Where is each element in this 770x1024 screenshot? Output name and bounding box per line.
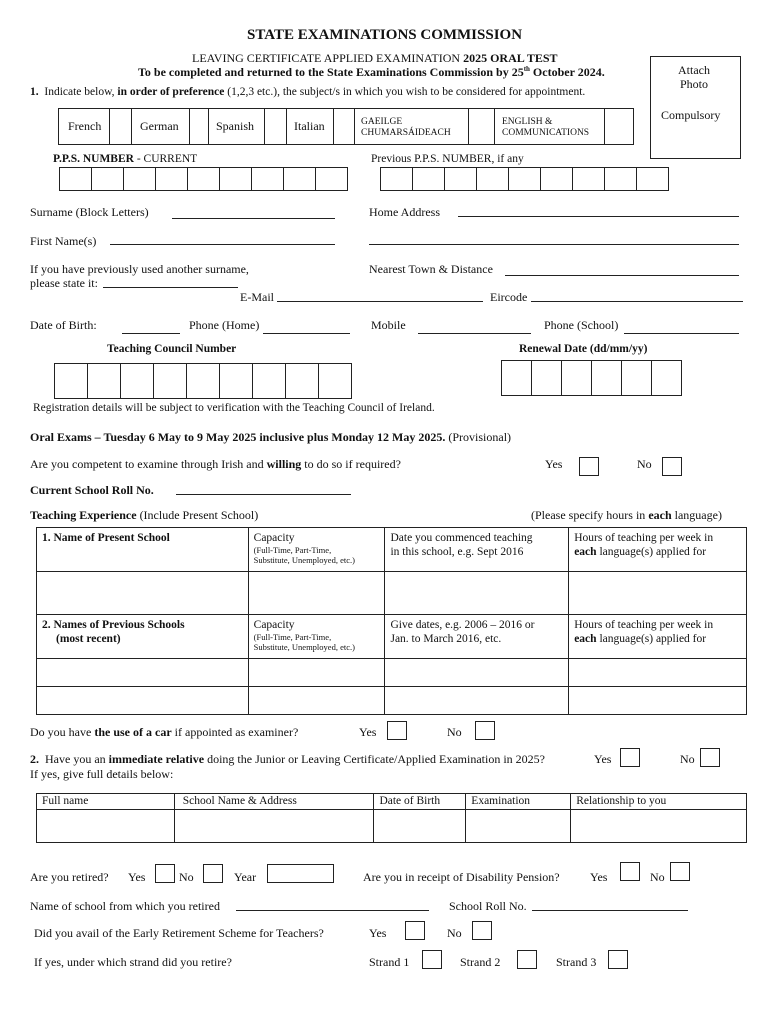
phone-home-input-line[interactable]	[263, 333, 350, 334]
irish-yes-label: Yes	[545, 457, 563, 471]
relative-yes-label: Yes	[594, 752, 612, 766]
table-row	[37, 572, 747, 615]
pps-digit-box[interactable]	[155, 167, 188, 191]
strand-1-label: Strand 1	[369, 955, 410, 969]
relative-name-cell[interactable]	[37, 810, 175, 843]
subject-gaeilge-rank-box[interactable]	[468, 108, 495, 145]
table-row	[37, 687, 747, 715]
pps-digit-box[interactable]	[91, 167, 124, 191]
table-row	[37, 794, 747, 810]
photo-label-attach: Attach	[678, 63, 710, 77]
photo-box[interactable]	[650, 56, 741, 159]
subject-french-rank-box[interactable]	[109, 108, 132, 145]
pps-current-label	[53, 153, 197, 165]
pps-digit-box[interactable]	[315, 167, 348, 191]
col-capacity-header-2	[248, 615, 385, 659]
pps-digit-box[interactable]	[219, 167, 252, 191]
eircode-input-line[interactable]	[531, 301, 743, 302]
pps-label-bold: P.P.S. NUMBER	[53, 153, 134, 165]
hint-text: (Please specify hours in	[531, 508, 649, 522]
hours-1: Hours of teaching per week in	[574, 532, 714, 544]
capacity-label: Capacity	[253, 532, 295, 544]
pps-previous-boxes[interactable]	[381, 167, 669, 191]
previous-schools-2: (most recent)	[56, 633, 121, 645]
previous-surname-label-2: please state it:	[30, 276, 98, 290]
hours-2	[574, 545, 741, 559]
subject-english-label-cell	[494, 108, 605, 145]
phone-home-label: Phone (Home)	[189, 318, 260, 332]
strand-2-checkbox[interactable]	[517, 950, 537, 969]
relative-dob-cell[interactable]	[374, 810, 466, 843]
deadline-sup: th	[523, 65, 530, 73]
tc-digit-box[interactable]	[219, 363, 253, 399]
q2-number: 2.	[30, 752, 39, 766]
retired-roll-label: School Roll No.	[449, 899, 527, 913]
col-school-address: School Name & Address	[174, 794, 374, 810]
subject-gaeilge-label-cell	[354, 108, 469, 145]
table-row	[37, 659, 747, 687]
q1-text-bold: in order of preference	[117, 86, 225, 98]
col-hours-header	[569, 528, 747, 572]
irish-no-checkbox[interactable]	[662, 457, 682, 476]
pps-prev-digit-box[interactable]	[540, 167, 573, 191]
mobile-label: Mobile	[371, 318, 406, 332]
prev-school-cell[interactable]	[37, 687, 249, 715]
surname-input-line[interactable]	[172, 218, 335, 219]
q1-text-end: (1,2,3 etc.), the subject/s in which you wish to be considered for appointment.	[224, 86, 586, 98]
oral-exam-dates	[30, 430, 511, 445]
date-commenced-2: in this school, e.g. Sept 2016	[390, 546, 524, 558]
irish-q-text: Are you competent to examine through Irish and	[30, 457, 267, 471]
phone-school-label: Phone (School)	[544, 318, 619, 332]
form-title: STATE EXAMINATIONS COMMISSION	[247, 27, 523, 43]
tc-digit-box[interactable]	[285, 363, 319, 399]
strand-1-checkbox[interactable]	[422, 950, 442, 969]
pps-digit-box[interactable]	[251, 167, 284, 191]
subject-gaeilge: GAEILGE CHUMARSÁIDEACH	[361, 117, 451, 138]
hours-1b: Hours of teaching per week in	[574, 619, 714, 631]
question-2	[30, 752, 545, 767]
prev-capacity-cell[interactable]	[248, 659, 385, 687]
relative-exam-cell[interactable]	[466, 810, 571, 843]
photo-label-compulsory: Compulsory	[661, 108, 721, 122]
col-relationship: Relationship to you	[571, 794, 747, 810]
nearest-town-label: Nearest Town & Distance	[369, 262, 493, 276]
subtitle-text: LEAVING CERTIFICATE APPLIED EXAMINATION	[192, 51, 464, 65]
current-roll-label: Current School Roll No.	[30, 483, 154, 497]
car-yes-checkbox[interactable]	[387, 721, 407, 740]
capacity-note-2: Substitute, Unemployed, etc.)	[253, 555, 355, 565]
disability-yes-checkbox[interactable]	[620, 862, 640, 881]
retired-no-checkbox[interactable]	[203, 864, 223, 883]
photo-label-photo: Photo	[680, 77, 709, 91]
renewal-date-boxes[interactable]	[502, 360, 682, 396]
nearest-town-input-line[interactable]	[505, 275, 739, 276]
present-school-cell[interactable]	[37, 572, 249, 615]
car-q-end: if appointed as examiner?	[171, 725, 299, 739]
col-dates-prev-header	[385, 615, 569, 659]
oral-dates-tail: (Provisional)	[445, 430, 512, 444]
pps-prev-digit-box[interactable]	[572, 167, 605, 191]
tc-digit-box[interactable]	[153, 363, 187, 399]
relative-school-cell[interactable]	[174, 810, 374, 843]
pps-digit-box[interactable]	[123, 167, 156, 191]
tc-digit-box[interactable]	[252, 363, 286, 399]
pps-digit-box[interactable]	[59, 167, 92, 191]
col-full-name: Full name	[37, 794, 175, 810]
table-row	[37, 615, 747, 659]
hours-bold: each	[574, 546, 597, 558]
renewal-digit-box[interactable]	[621, 360, 652, 396]
q2-text-end: doing the Junior or Leaving Certificate/Applied Examination in 2025?	[204, 752, 545, 766]
prev-date-cell[interactable]	[385, 687, 569, 715]
col-present-school-header: 1. Name of Present School	[37, 528, 249, 572]
subject-english: ENGLISH & COMMUNICATIONS	[502, 117, 590, 138]
prev-school-cell[interactable]	[37, 659, 249, 687]
retired-school-input-line[interactable]	[236, 910, 429, 911]
car-question	[30, 725, 298, 740]
subject-italian-label-cell	[286, 108, 334, 145]
car-yes-label: Yes	[359, 725, 377, 739]
retired-yes-label: Yes	[128, 870, 146, 884]
registration-note: Registration details will be subject to verification with the Teaching Council of Ireland.	[33, 402, 435, 414]
car-q-text: Do you have	[30, 725, 95, 739]
return-deadline	[138, 65, 605, 80]
relative-relationship-cell[interactable]	[571, 810, 747, 843]
deadline-text: To be completed and returned to the State Examinations Commission by 25	[138, 65, 524, 79]
pps-prev-digit-box[interactable]	[508, 167, 541, 191]
car-no-label: No	[447, 725, 462, 739]
hours-tail: language(s) applied for	[596, 546, 707, 558]
retired-year-label: Year	[234, 870, 257, 884]
col-previous-schools-header	[37, 615, 249, 659]
pps-label-tail: - CURRENT	[133, 153, 198, 165]
current-roll-input-line[interactable]	[176, 494, 351, 495]
teaching-experience-table	[36, 527, 747, 715]
early-yes-checkbox[interactable]	[405, 921, 425, 940]
tc-digit-box[interactable]	[186, 363, 220, 399]
mobile-input-line[interactable]	[418, 333, 531, 334]
renewal-digit-box[interactable]	[651, 360, 682, 396]
pps-current-boxes[interactable]	[60, 167, 348, 191]
home-address-label: Home Address	[369, 205, 440, 219]
retired-yes-checkbox[interactable]	[155, 864, 175, 883]
renewal-digit-box[interactable]	[591, 360, 622, 396]
pps-digit-box[interactable]	[283, 167, 316, 191]
irish-q-end: to do so if required?	[301, 457, 401, 471]
pps-previous-label: Previous P.P.S. NUMBER, if any	[371, 153, 524, 165]
hint-end: language)	[671, 508, 722, 522]
previous-surname-label: If you have previously used another surname,	[30, 262, 249, 276]
subject-german-rank-box[interactable]	[189, 108, 209, 145]
tc-digit-box[interactable]	[318, 363, 352, 399]
renewal-digit-box[interactable]	[501, 360, 532, 396]
irish-yes-checkbox[interactable]	[579, 457, 599, 476]
strand-2-label: Strand 2	[460, 955, 501, 969]
pps-prev-digit-box[interactable]	[412, 167, 445, 191]
pps-prev-digit-box[interactable]	[636, 167, 669, 191]
relative-details-label: If yes, give full details below:	[30, 767, 174, 781]
renewal-digit-box[interactable]	[561, 360, 592, 396]
disability-no-checkbox[interactable]	[670, 862, 690, 881]
capacity-note-1: (Full-Time, Part-Time,	[253, 545, 332, 555]
irish-q-bold: willing	[266, 457, 302, 471]
car-q-bold: the use of a car	[94, 725, 172, 739]
relative-table	[36, 793, 747, 843]
table-row	[37, 528, 747, 572]
home-address-line-2[interactable]	[369, 244, 739, 245]
subject-french: French	[68, 119, 102, 133]
q2-text-bold: immediate relative	[108, 752, 205, 766]
dates-prev-1: Give dates, e.g. 2006 – 2016 or	[390, 619, 535, 631]
hours-hint	[531, 508, 722, 523]
retired-school-label: Name of school from which you retired	[30, 899, 220, 913]
early-no-checkbox[interactable]	[472, 921, 492, 940]
subject-french-label-cell	[58, 108, 110, 145]
col-capacity-header	[248, 528, 385, 572]
capacity-note-1b: (Full-Time, Part-Time,	[253, 632, 332, 642]
subject-english-rank-box[interactable]	[604, 108, 634, 145]
phone-school-input-line[interactable]	[624, 333, 739, 334]
capacity-label-2: Capacity	[253, 619, 295, 631]
tc-digit-box[interactable]	[54, 363, 88, 399]
subject-german-label-cell	[131, 108, 190, 145]
early-retirement-question: Did you avail of the Early Retirement Scheme for Teachers?	[34, 926, 324, 940]
previous-surname-input-line[interactable]	[103, 287, 238, 288]
hours-tail-b: language(s) applied for	[596, 633, 707, 645]
prev-capacity-cell[interactable]	[248, 687, 385, 715]
car-no-checkbox[interactable]	[475, 721, 495, 740]
present-hours-cell[interactable]	[569, 572, 747, 615]
hours-bold-b: each	[574, 633, 597, 645]
relative-no-checkbox[interactable]	[700, 748, 720, 767]
subject-german: German	[140, 119, 179, 133]
subtitle-bold: 2025 ORAL TEST	[463, 51, 558, 65]
early-yes-label: Yes	[369, 926, 387, 940]
early-no-label: No	[447, 926, 462, 940]
strand-question: If yes, under which strand did you retire?	[34, 955, 232, 969]
irish-question	[30, 457, 401, 472]
disability-pension-question: Are you in receipt of Disability Pension?	[363, 870, 560, 884]
form-subtitle	[192, 51, 558, 66]
present-date-cell[interactable]	[385, 572, 569, 615]
capacity-note-2b: Substitute, Unemployed, etc.)	[253, 642, 355, 652]
subject-spanish: Spanish	[216, 119, 255, 133]
retired-no-label: No	[179, 870, 194, 884]
disability-yes-label: Yes	[590, 870, 608, 884]
surname-label: Surname (Block Letters)	[30, 205, 149, 219]
te-heading-bold: Teaching Experience	[30, 508, 137, 522]
tc-digit-box[interactable]	[87, 363, 121, 399]
hours-2b	[574, 632, 741, 646]
table-row	[37, 810, 747, 843]
prev-hours-cell[interactable]	[569, 687, 747, 715]
date-commenced-1: Date you commenced teaching	[390, 532, 533, 544]
pps-prev-digit-box[interactable]	[476, 167, 509, 191]
hint-bold: each	[648, 508, 672, 522]
pps-prev-digit-box[interactable]	[604, 167, 637, 191]
te-heading-tail: (Include Present School)	[136, 508, 259, 522]
q1-number: 1.	[30, 86, 39, 98]
strand-3-checkbox[interactable]	[608, 950, 628, 969]
q1-text: Indicate below,	[44, 86, 118, 98]
present-capacity-cell[interactable]	[248, 572, 385, 615]
tc-digit-box[interactable]	[120, 363, 154, 399]
pps-prev-digit-box[interactable]	[380, 167, 413, 191]
question-1	[30, 86, 585, 98]
dates-prev-2: Jan. to March 2016, etc.	[390, 633, 502, 645]
disability-no-label: No	[650, 870, 665, 884]
pps-prev-digit-box[interactable]	[444, 167, 477, 191]
email-label: E-Mail	[240, 290, 274, 304]
strand-3-label: Strand 3	[556, 955, 597, 969]
col-date-of-birth: Date of Birth	[374, 794, 466, 810]
relative-yes-checkbox[interactable]	[620, 748, 640, 767]
subject-italian: Italian	[294, 119, 325, 133]
eircode-label: Eircode	[490, 290, 528, 304]
retired-question: Are you retired?	[30, 870, 109, 884]
col-hours-header-2	[569, 615, 747, 659]
retired-year-input[interactable]	[267, 864, 334, 883]
subject-spanish-label-cell	[208, 108, 265, 145]
prev-date-cell[interactable]	[385, 659, 569, 687]
pps-digit-box[interactable]	[187, 167, 220, 191]
irish-no-label: No	[637, 457, 652, 471]
teaching-council-boxes[interactable]	[55, 363, 352, 399]
first-name-label: First Name(s)	[30, 234, 97, 248]
first-name-input-line[interactable]	[110, 244, 335, 245]
deadline-text-end: October 2024.	[529, 65, 605, 79]
renewal-date-label: Renewal Date (dd/mm/yy)	[519, 343, 648, 355]
dob-input-line[interactable]	[122, 333, 180, 334]
retired-roll-input-line[interactable]	[532, 910, 688, 911]
subject-italian-rank-box[interactable]	[333, 108, 355, 145]
home-address-line-1[interactable]	[458, 216, 739, 217]
oral-dates-bold: Oral Exams – Tuesday 6 May to 9 May 2025 inclusive plus Monday 12 May 2025.	[30, 430, 446, 444]
dob-label: Date of Birth:	[30, 318, 97, 332]
previous-schools-1: 2. Names of Previous Schools	[42, 619, 185, 631]
teaching-experience-heading	[30, 508, 258, 523]
relative-no-label: No	[680, 752, 695, 766]
q2-text: Have you an	[45, 752, 109, 766]
teaching-council-label: Teaching Council Number	[107, 343, 237, 355]
col-examination: Examination	[466, 794, 571, 810]
col-date-commenced-header	[385, 528, 569, 572]
email-input-line[interactable]	[277, 301, 483, 302]
prev-hours-cell[interactable]	[569, 659, 747, 687]
subject-spanish-rank-box[interactable]	[264, 108, 287, 145]
renewal-digit-box[interactable]	[531, 360, 562, 396]
